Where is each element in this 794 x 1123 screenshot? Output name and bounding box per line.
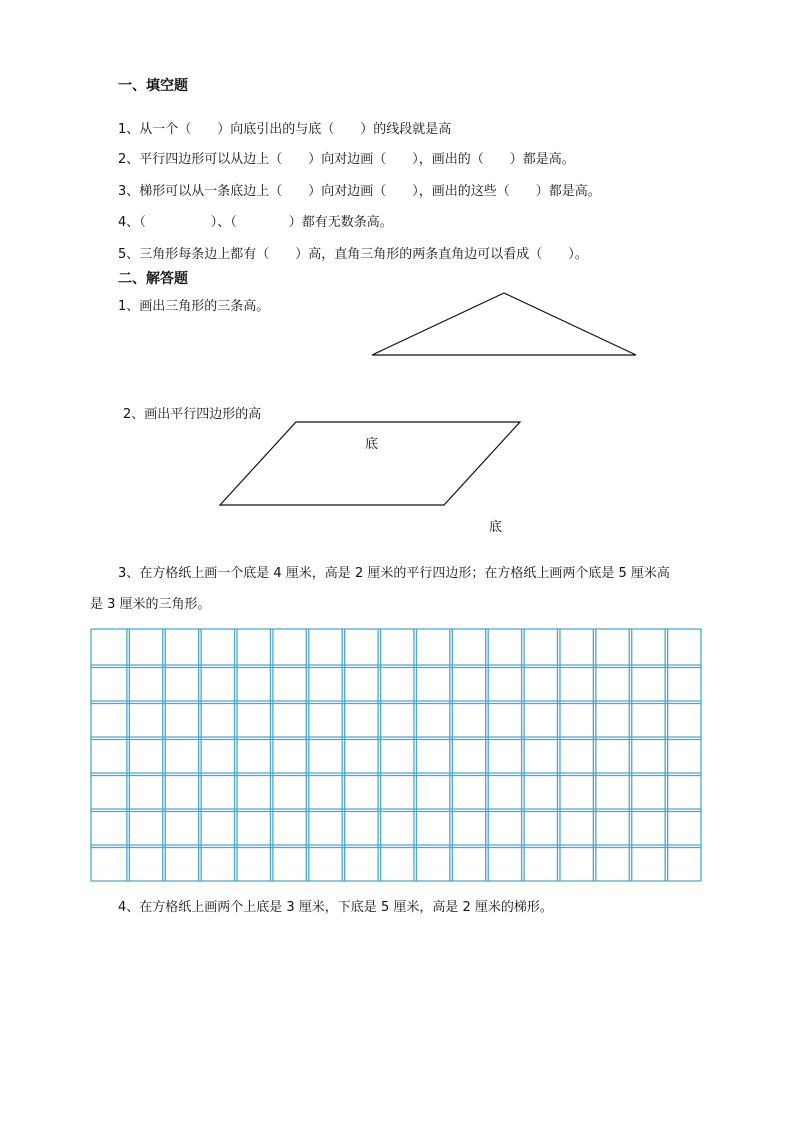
answer-question-2: 2、画出平行四边形的高 [123,407,262,422]
answer-question-4: 4、在方格纸上画两个上底是 3 厘米，下底是 5 厘米，高是 2 厘米的梯形。 [118,900,553,915]
triangle-figure [372,293,636,355]
fill-blank-question-2: 2、平行四边形可以从边上（ ）向对边画（ ），画出的（ ）都是高。 [118,152,575,167]
square-grid-paper [90,628,702,882]
fill-blank-question-4: 4、（ ）、（ ）都有无数条高。 [118,215,393,230]
parallelogram-base-label-top: 底 [365,437,379,452]
fill-blank-question-1: 1、从一个（ ）向底引出的与底（ ）的线段就是高 [118,122,452,137]
section2-title: 二、解答题 [118,271,188,287]
section1-title: 一、填空题 [118,78,188,94]
parallelogram-base-label-bottom: 底 [489,520,503,535]
answer-question-3-line2: 是 3 厘米的三角形。 [90,597,211,612]
answer-question-3-line1: 3、在方格纸上画一个底是 4 厘米，高是 2 厘米的平行四边形；在方格纸上画两个底是 5 厘米高 [118,566,670,581]
answer-question-1: 1、画出三角形的三条高。 [118,299,270,314]
fill-blank-question-3: 3、梯形可以从一条底边上（ ）向对边画（ ），画出的这些（ ）都是高。 [118,184,601,199]
parallelogram-figure [220,422,520,505]
fill-blank-question-5: 5、三角形每条边上都有（ ）高，直角三角形的两条直角边可以看成（ ）。 [118,247,588,262]
